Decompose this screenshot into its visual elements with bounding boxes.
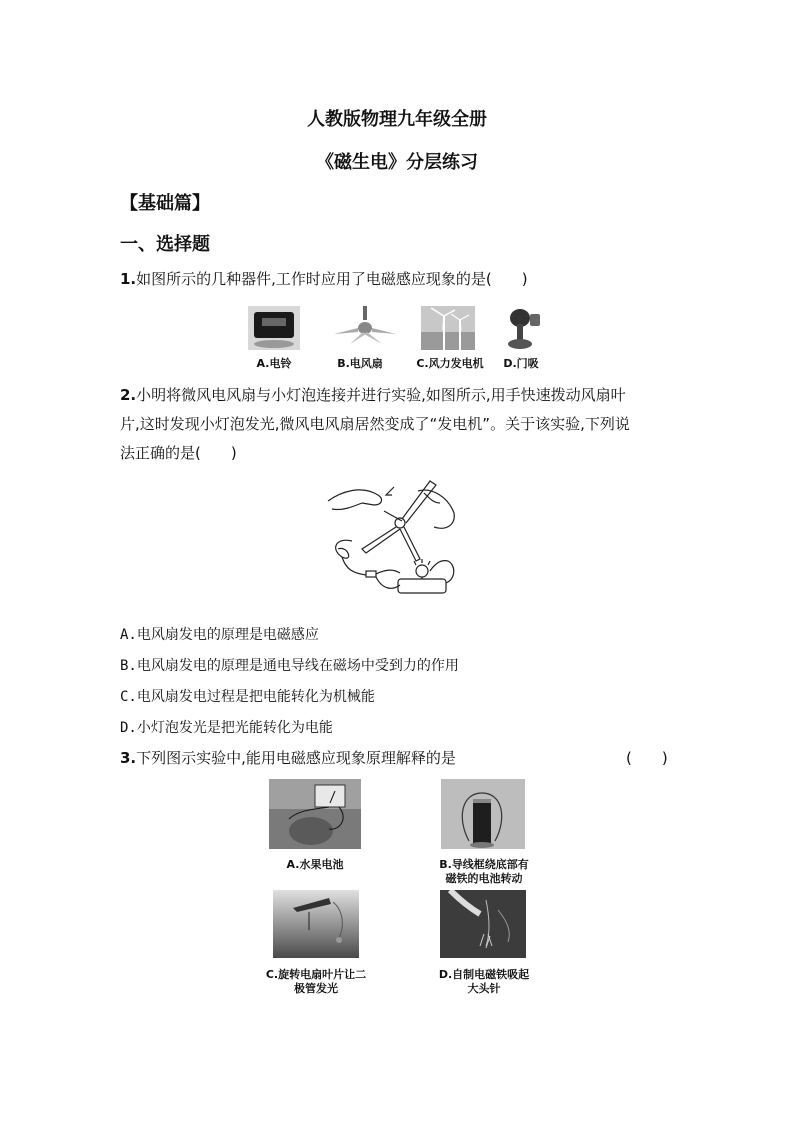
ceiling-fan-image [330,306,400,350]
question-3 [120,746,456,770]
q3-caption-b: B.导线框绕底部有 磁铁的电池转动 [439,858,529,885]
question-1-text: 如图所示的几种器件,工作时应用了电磁感应现象的是( ) [136,270,528,288]
q2-option-b: B.电风扇发电的原理是通电导线在磁场中受到力的作用 [120,658,459,674]
question-1-number: 1. [120,270,137,288]
q2-option-c: C.电风扇发电过程是把电能转化为机械能 [120,689,375,705]
document-subtitle: 《磁生电》分层练习 [316,152,478,173]
fan-bulb-experiment-image [322,473,458,605]
section-heading: 一、选择题 [120,234,210,255]
fruit-battery-image [269,779,361,849]
fan-led-image [273,890,359,958]
q2-option-a: A.电风扇发电的原理是电磁感应 [120,627,319,643]
electromagnet-image [440,890,526,958]
homopolar-motor-image [441,779,525,849]
question-3-answer-paren: ( ) [626,749,668,767]
question-2-line-3: 法正确的是( ) [120,444,237,462]
question-2-number: 2. [120,386,137,404]
question-1 [120,267,528,291]
q1-caption-d: D.门吸 [503,357,539,370]
question-2-line-1: 2.小明将微风电风扇与小灯泡连接并进行实验,如图所示,用手快速拨动风扇叶 [120,386,626,404]
question-2 [120,383,680,465]
q3-caption-a: A.水果电池 [286,858,344,871]
question-3-number: 3. [120,749,137,767]
q2-option-d: D.小灯泡发光是把光能转化为电能 [120,720,333,736]
question-2-line-2: 片,这时发现小灯泡发光,微风电风扇居然变成了“发电机”。关于该实验,下列说 [120,415,630,433]
q3-caption-d: D.自制电磁铁吸起 大头针 [438,968,530,995]
question-3-text: 下列图示实验中,能用电磁感应现象原理解释的是 [136,749,456,767]
wind-turbine-image [421,306,475,350]
q1-caption-c: C.风力发电机 [416,357,484,370]
level-heading: 【基础篇】 [120,193,210,214]
q1-caption-b: B.电风扇 [337,357,383,370]
door-stop-image [498,306,544,350]
document-title: 人教版物理九年级全册 [307,109,487,130]
electric-bell-image [248,306,300,350]
q1-caption-a: A.电铃 [256,357,292,370]
q3-caption-c: C.旋转电扇叶片让二 极管发光 [265,968,367,995]
